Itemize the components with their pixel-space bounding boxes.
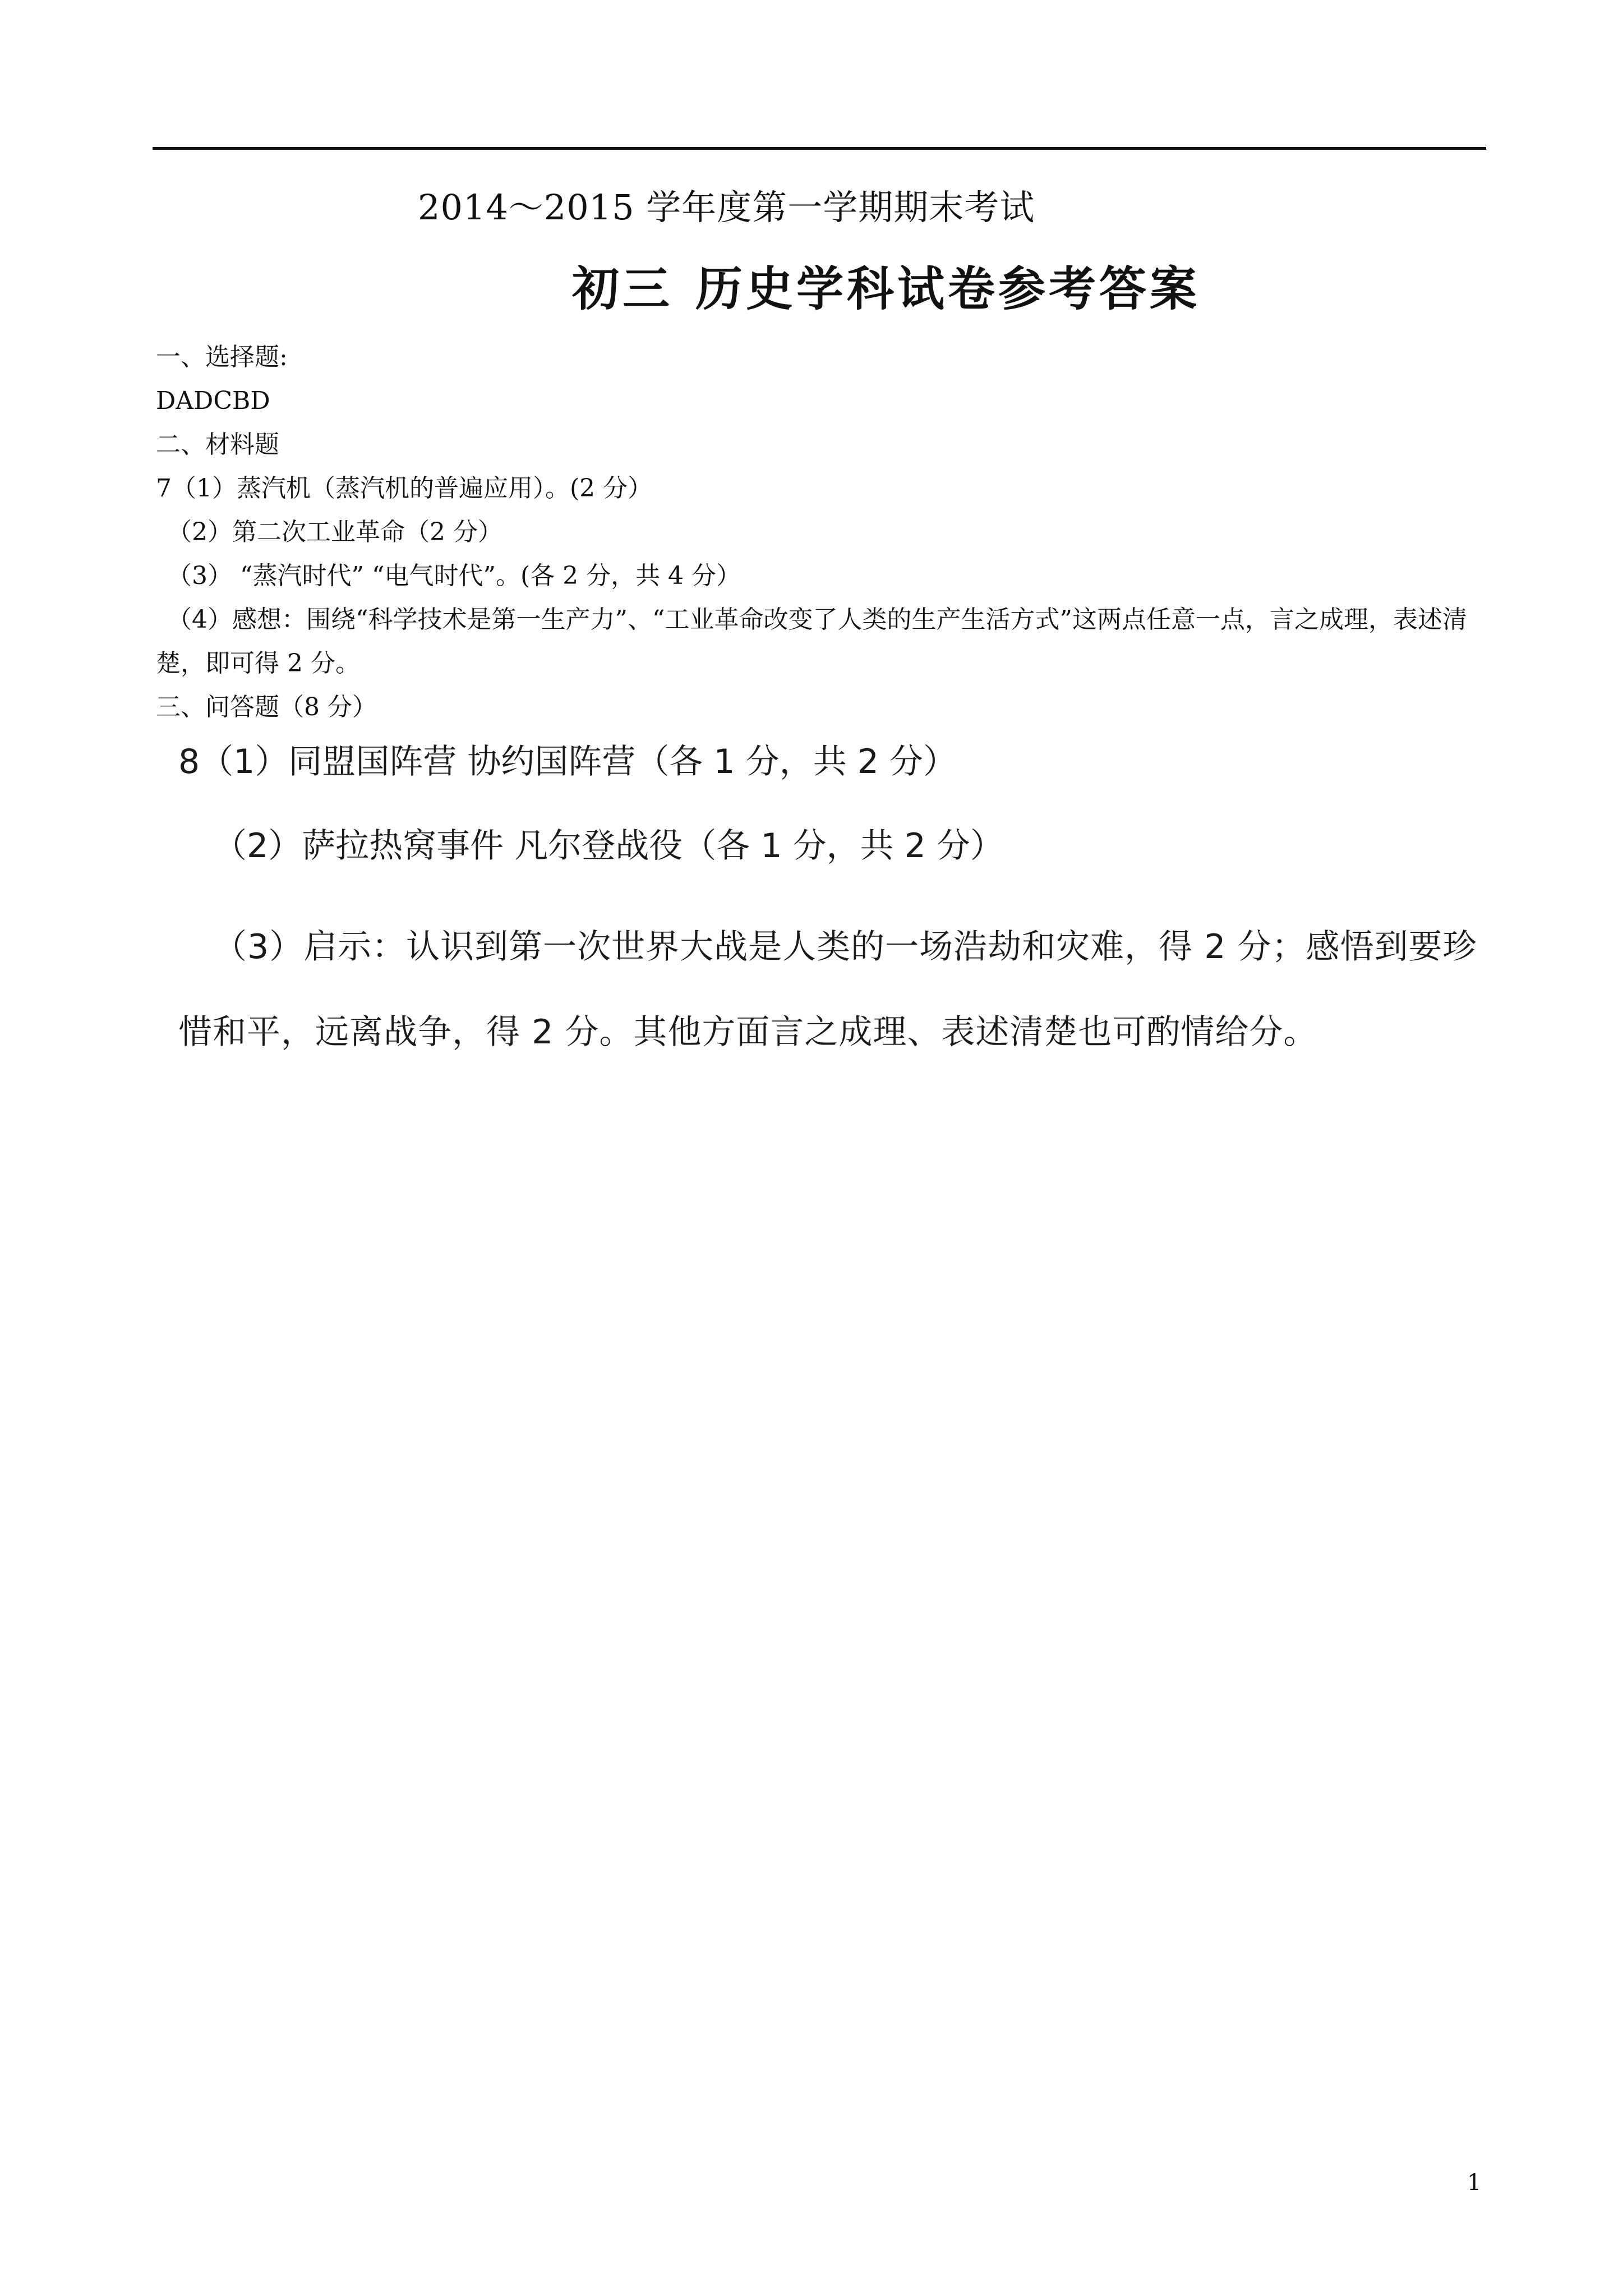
answer-key-title (572, 251, 1200, 319)
question-7-part-4: （4）感想：围绕“科学技术是第一生产力”、“工业革命改变了人类的生产生活方式”这两点任意一点，言之成理，表述清楚，即可得 2 分。 (156, 605, 1467, 678)
question-7-part-1: 7（1）蒸汽机（蒸汽机的普遍应用）。(2 分） (156, 474, 653, 503)
grade-label: 初三 (572, 261, 674, 316)
section-2-heading: 二、材料题 (156, 430, 279, 459)
header-rule (153, 147, 1486, 150)
multiple-choice-answers: DADCBD (156, 386, 270, 415)
question-8-part-2: （2）萨拉热窝事件 凡尔登战役（各 1 分，共 2 分） (213, 826, 1004, 866)
page-number: 1 (1467, 2170, 1482, 2196)
question-8-part-3: （3）启示：认识到第一次世界大战是人类的一场浩劫和灾难，得 2 分；感悟到要珍惜和平，远离战争，得 2 分。其他方面言之成理、表述清楚也可酌情给分。 (178, 927, 1477, 1052)
subject-title: 历史学科试卷参考答案 (695, 261, 1201, 316)
exam-title: 2014～2015 学年度第一学期期末考试 (418, 187, 1035, 228)
question-7-part-3: （3） “蒸汽时代” “电气时代”。(各 2 分，共 4 分） (167, 562, 741, 590)
section-1-heading: 一、选择题: (156, 343, 288, 371)
question-8-part-1: 8（1）同盟国阵营 协约国阵营（各 1 分，共 2 分） (178, 742, 957, 781)
section-3-heading: 三、问答题（8 分） (156, 693, 377, 721)
answers-body (156, 335, 1491, 729)
question-7-part-2: （2）第二次工业革命（2 分） (167, 518, 502, 546)
